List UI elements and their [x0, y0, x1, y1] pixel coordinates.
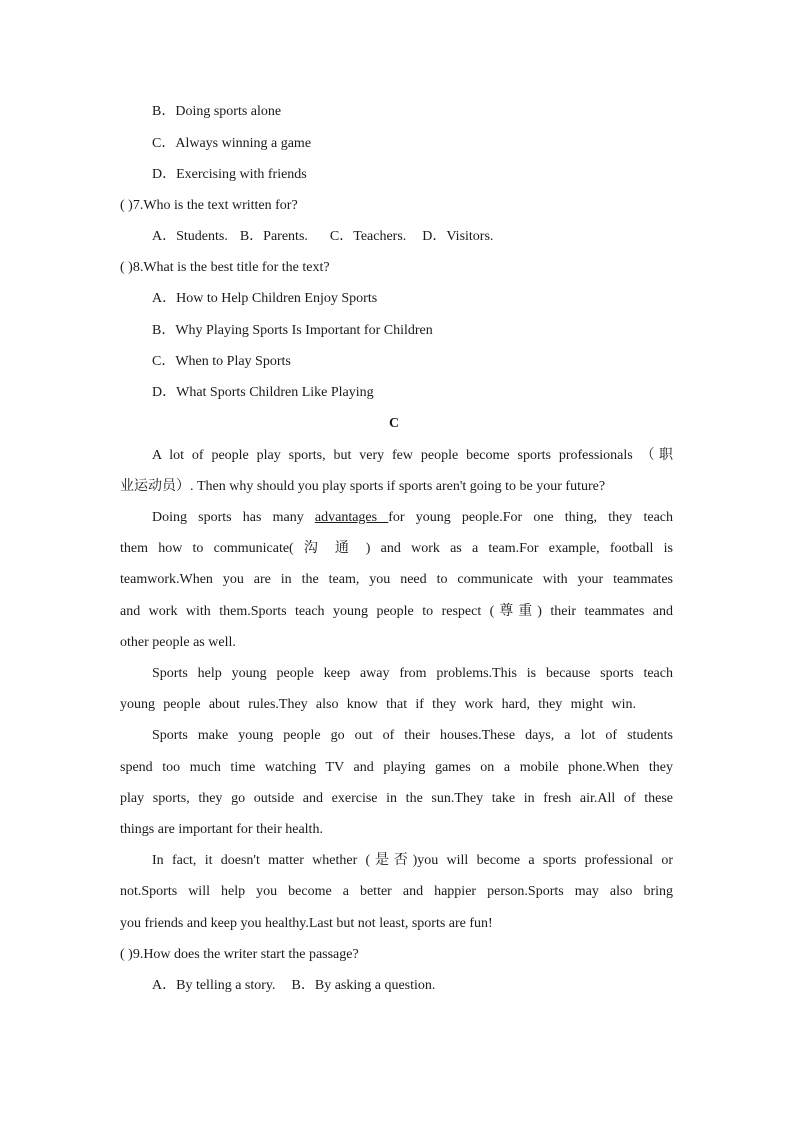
- question-9-stem: ( )9.How does the writer start the passage?: [120, 947, 359, 962]
- passage-p2-line4: and work with them.Sports teach young people to respect (尊重) their teammates and: [120, 604, 673, 619]
- passage-p3-line2: young people about rules.They also know that if they work hard, they might win.: [120, 697, 636, 712]
- passage-p5-line3: you friends and keep you healthy.Last but not least, sports are fun!: [120, 916, 493, 931]
- q9-option-a: A．By telling a story.: [152, 978, 276, 993]
- q6-option-d: D．Exercising with friends: [152, 167, 307, 182]
- underlined-word-advantages: advantages: [314, 510, 389, 525]
- passage-p3-line1: Sports help young people keep away from problems.This is because sports teach: [152, 666, 673, 681]
- passage-p4-line2: spend too much time watching TV and playing games on a mobile phone.When they: [120, 760, 673, 775]
- question-7-stem: ( )7.Who is the text written for?: [120, 198, 298, 213]
- q6-option-b: B．Doing sports alone: [152, 104, 282, 119]
- passage-p4-line1: Sports make young people go out of their houses.These days, a lot of students: [152, 728, 673, 743]
- section-title: C: [388, 416, 400, 431]
- p2-text-a: Doing sports has many: [152, 510, 315, 525]
- passage-p4-line3: play sports, they go outside and exercise in the sun.They take in fresh air.All of these: [120, 791, 673, 806]
- question-7-options: [152, 227, 493, 247]
- q7-option-b: B．Parents.: [239, 229, 308, 244]
- q9-option-b: B．By asking a question.: [291, 978, 436, 993]
- q8-option-d: D．What Sports Children Like Playing: [152, 385, 374, 400]
- q7-option-c: C．Teachers.: [329, 229, 407, 244]
- q7-option-a: A．Students.: [152, 229, 228, 244]
- q8-option-c: C．When to Play Sports: [152, 354, 291, 369]
- q8-option-a: A．How to Help Children Enjoy Sports: [152, 291, 378, 306]
- q8-option-b: B．Why Playing Sports Is Important for Children: [152, 323, 433, 338]
- q7-option-d: D．Visitors.: [422, 229, 494, 244]
- passage-p5-line1: In fact, it doesn't matter whether (是否)you will become a sports professional or: [152, 853, 673, 868]
- passage-p2-line3: teamwork.When you are in the team, you need to communicate with your teammates: [120, 572, 673, 587]
- passage-p5-line2: not.Sports will help you become a better and happier person.Sports may also bring: [120, 884, 673, 899]
- passage-p4-line4: things are important for their health.: [120, 822, 323, 837]
- question-8-stem: ( )8.What is the best title for the text?: [120, 260, 330, 275]
- question-9-options: [152, 976, 435, 996]
- passage-p1-line2: 业运动员）. Then why should you play sports if sports aren't going to be your future?: [120, 479, 606, 494]
- passage-p1-line1: A lot of people play sports, but very few people become sports professionals （职: [152, 448, 673, 463]
- q6-option-c: C．Always winning a game: [152, 136, 312, 151]
- p2-text-b: for young people.For one thing, they teach: [388, 510, 673, 525]
- passage-p2-line5: other people as well.: [120, 635, 236, 650]
- passage-p2-line1: [152, 508, 673, 528]
- passage-p2-line2: them how to communicate( 沟 通 ) and work as a team.For example, football is: [120, 541, 673, 556]
